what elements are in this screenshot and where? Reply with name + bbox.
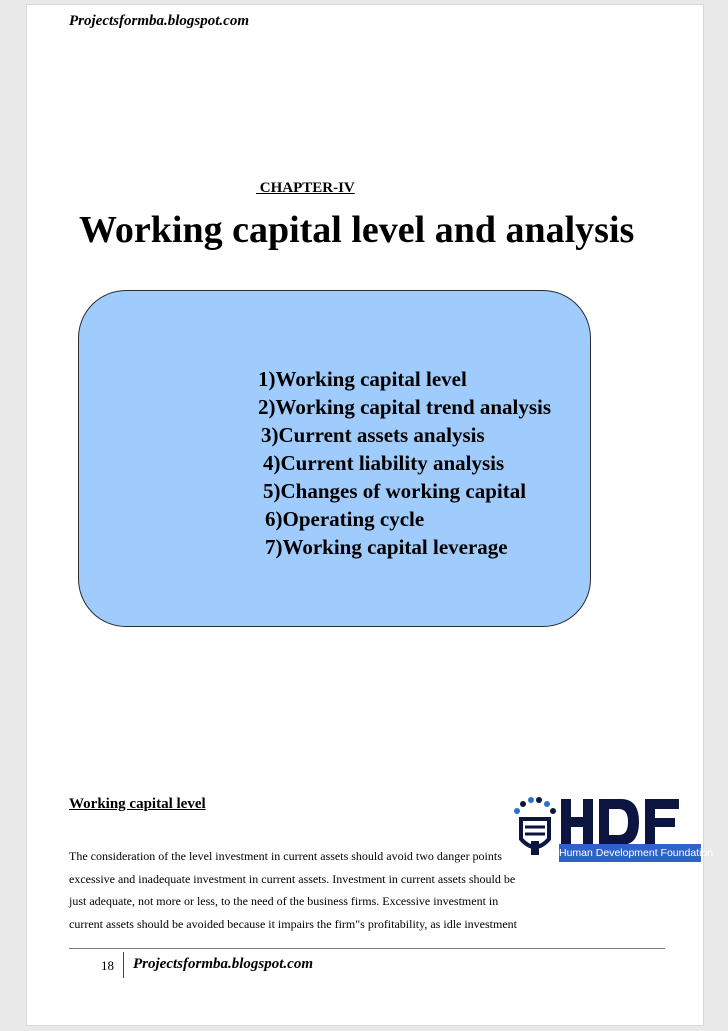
people-emblem-icon bbox=[514, 797, 556, 855]
contents-item-5: 5)Changes of working capital bbox=[263, 479, 527, 503]
chapter-label: CHAPTER-IV bbox=[256, 180, 355, 196]
contents-item-1: 1)Working capital level bbox=[258, 367, 467, 391]
body-line-2: excessive and inadequate investment in current assets. Investment in current assets should be bbox=[69, 871, 516, 886]
section-heading: Working capital level bbox=[69, 796, 206, 812]
document-page bbox=[26, 4, 714, 1026]
hdf-wordmark bbox=[561, 799, 679, 845]
hdf-logo bbox=[507, 789, 714, 863]
footer-site-name: Projectsformba.blogspot.com bbox=[133, 956, 313, 972]
contents-item-3: 3)Current assets analysis bbox=[261, 423, 485, 447]
logo-tagline: Human Development Foundation bbox=[559, 844, 701, 862]
body-line-4: current assets should be avoided because it impairs the firm"s profitability, as idle investment bbox=[69, 916, 518, 931]
page-number: 18 bbox=[101, 958, 114, 973]
contents-item-4: 4)Current liability analysis bbox=[263, 451, 505, 475]
body-line-1: The consideration of the level investment in current assets should avoid two danger points bbox=[69, 849, 502, 863]
footer-divider bbox=[69, 948, 665, 949]
contents-item-7: 7)Working capital leverage bbox=[265, 535, 508, 559]
footer-separator bbox=[123, 952, 124, 978]
body-line-3: just adequate, not more or less, to the need of the business firms. Excessive investment in bbox=[69, 894, 499, 908]
contents-item-2: 2)Working capital trend analysis bbox=[258, 395, 552, 419]
contents-box bbox=[78, 290, 591, 627]
header-site-name: Projectsformba.blogspot.com bbox=[69, 13, 249, 29]
contents-item-6: 6)Operating cycle bbox=[265, 507, 425, 531]
chapter-title: Working capital level and analysis bbox=[79, 209, 635, 251]
